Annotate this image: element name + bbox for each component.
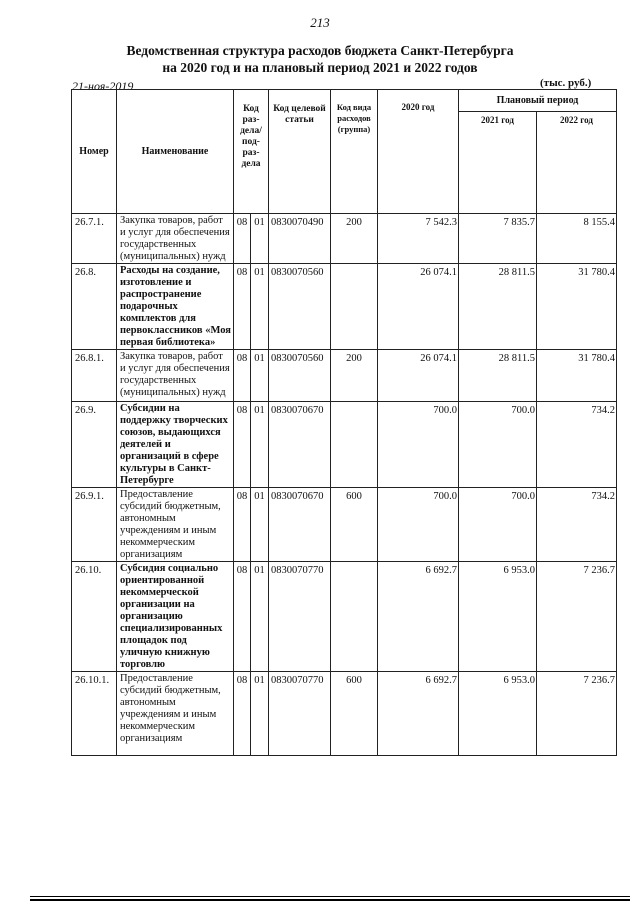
row-name: Субсидии на поддержку творческих союзов, выдающихся деятелей и организаций в сфере культуры в Санкт-Петербурге	[117, 402, 234, 488]
row-expense-type: 200	[331, 214, 378, 264]
row-number: 26.10.1.	[72, 672, 117, 756]
row-value-2022: 734.2	[537, 402, 617, 488]
row-number: 26.10.	[72, 562, 117, 672]
row-value-2020: 700.0	[378, 402, 459, 488]
row-number: 26.9.1.	[72, 488, 117, 562]
row-value-2020: 700.0	[378, 488, 459, 562]
row-value-2020: 26 074.1	[378, 264, 459, 350]
row-expense-type	[331, 402, 378, 488]
row-subsection: 01	[251, 488, 269, 562]
footer-rule-thick	[30, 899, 630, 901]
row-value-2022: 7 236.7	[537, 562, 617, 672]
row-subsection: 01	[251, 350, 269, 402]
document-title	[0, 42, 640, 76]
row-name: Субсидия социально ориентированной некоммерческой организации на организацию специализированных площадок под уличную книжную торговлю	[117, 562, 234, 672]
row-target-code: 0830070770	[269, 672, 331, 756]
row-value-2021: 28 811.5	[459, 264, 537, 350]
row-value-2022: 7 236.7	[537, 672, 617, 756]
row-expense-type: 200	[331, 350, 378, 402]
row-name: Предоставление субсидий бюджетным, автономным учреждениям и иным некоммерческим организациям	[117, 672, 234, 756]
header-section: Код раз-дела/ под-раз-дела	[234, 90, 269, 214]
row-number: 26.7.1.	[72, 214, 117, 264]
row-value-2021: 6 953.0	[459, 562, 537, 672]
row-section: 08	[234, 672, 251, 756]
row-name: Закупка товаров, работ и услуг для обеспечения государственных (муниципальных) нужд	[117, 350, 234, 402]
row-target-code: 0830070560	[269, 264, 331, 350]
row-value-2020: 26 074.1	[378, 350, 459, 402]
row-value-2021: 700.0	[459, 402, 537, 488]
table-row	[72, 264, 617, 350]
row-target-code: 0830070670	[269, 488, 331, 562]
title-line-1: Ведомственная структура расходов бюджета Санкт-Петербурга	[126, 43, 514, 58]
row-subsection: 01	[251, 264, 269, 350]
page-number: 213	[310, 15, 330, 30]
row-target-code: 0830070490	[269, 214, 331, 264]
row-number: 26.8.	[72, 264, 117, 350]
row-subsection: 01	[251, 672, 269, 756]
header-planned: Плановый период	[459, 90, 617, 112]
title-line-2: на 2020 год и на плановый период 2021 и 2022 годов	[162, 60, 478, 75]
header-target: Код целевой статьи	[269, 90, 331, 214]
row-name: Предоставление субсидий бюджетным, автономным учреждениям и иным некоммерческим организациям	[117, 488, 234, 562]
row-value-2020: 6 692.7	[378, 672, 459, 756]
table-row	[72, 488, 617, 562]
row-value-2021: 28 811.5	[459, 350, 537, 402]
row-value-2020: 7 542.3	[378, 214, 459, 264]
header-2021: 2021 год	[459, 112, 537, 214]
row-subsection: 01	[251, 402, 269, 488]
footer-rule	[30, 896, 630, 897]
row-number: 26.8.1.	[72, 350, 117, 402]
row-name: Расходы на создание, изготовление и распространение подарочных комплектов для первоклассников «Моя первая библиотека»	[117, 264, 234, 350]
units-label: (тыс. руб.)	[540, 77, 592, 89]
table-row	[72, 672, 617, 756]
row-number: 26.9.	[72, 402, 117, 488]
table-row	[72, 402, 617, 488]
row-target-code: 0830070560	[269, 350, 331, 402]
row-expense-type: 600	[331, 488, 378, 562]
row-section: 08	[234, 562, 251, 672]
row-value-2022: 31 780.4	[537, 350, 617, 402]
budget-table	[71, 89, 617, 756]
row-value-2021: 7 835.7	[459, 214, 537, 264]
header-2022: 2022 год	[537, 112, 617, 214]
header-name: Наименование	[117, 90, 234, 214]
row-expense-type	[331, 264, 378, 350]
row-value-2021: 700.0	[459, 488, 537, 562]
document-date: 21-ноя-2019	[72, 79, 134, 93]
row-expense-type: 600	[331, 672, 378, 756]
row-section: 08	[234, 402, 251, 488]
row-section: 08	[234, 488, 251, 562]
row-value-2020: 6 692.7	[378, 562, 459, 672]
row-name: Закупка товаров, работ и услуг для обеспечения государственных (муниципальных) нужд	[117, 214, 234, 264]
row-value-2021: 6 953.0	[459, 672, 537, 756]
row-section: 08	[234, 214, 251, 264]
row-subsection: 01	[251, 562, 269, 672]
header-type: Код вида расходов (группа)	[331, 90, 378, 214]
row-target-code: 0830070670	[269, 402, 331, 488]
row-value-2022: 8 155.4	[537, 214, 617, 264]
row-subsection: 01	[251, 214, 269, 264]
row-value-2022: 31 780.4	[537, 264, 617, 350]
header-number: Номер	[72, 90, 117, 214]
row-target-code: 0830070770	[269, 562, 331, 672]
row-section: 08	[234, 264, 251, 350]
table-row	[72, 562, 617, 672]
table-row	[72, 214, 617, 264]
row-expense-type	[331, 562, 378, 672]
table-row	[72, 350, 617, 402]
header-2020: 2020 год	[378, 90, 459, 214]
row-section: 08	[234, 350, 251, 402]
row-value-2022: 734.2	[537, 488, 617, 562]
